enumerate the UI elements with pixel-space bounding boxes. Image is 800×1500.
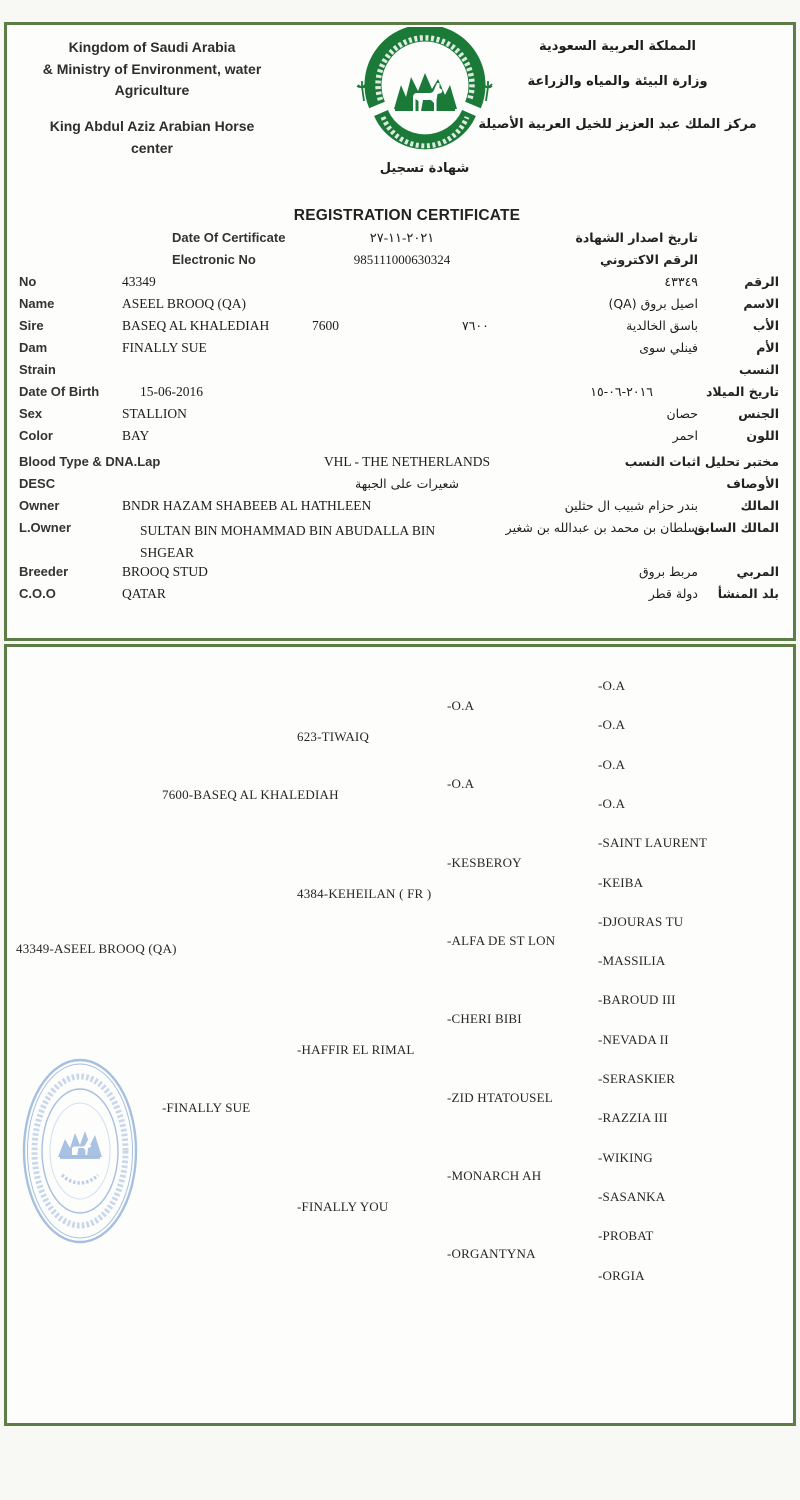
detail-row-color bbox=[7, 428, 793, 450]
pedigree-node-gen4-5: -CHERI BIBI bbox=[447, 1011, 522, 1027]
pedigree-node-gen5-13: -WIKING bbox=[598, 1149, 653, 1165]
value-ar-c-o-o: دولة قطر bbox=[648, 586, 698, 601]
pedigree-node-gen5-12: -RAZZIA III bbox=[598, 1110, 668, 1126]
label-ar-electronic-no: الرقم الاكتروني bbox=[600, 252, 698, 267]
pedigree-node-gen5-15: -PROBAT bbox=[598, 1228, 654, 1244]
certificate-header bbox=[7, 25, 793, 230]
value-en-c-o-o: QATAR bbox=[122, 586, 166, 601]
label-ar-name: الاسم bbox=[743, 296, 779, 311]
value-center-date-of-certificate: ٢٠٢١-١١-٢٧ bbox=[369, 230, 435, 245]
pedigree-node-gen5-3: -O.A bbox=[598, 756, 626, 772]
value-ar-sex: حصان bbox=[666, 406, 698, 421]
value-ar-sire: باسق الخالدية bbox=[626, 318, 698, 333]
value-en-name: ASEEL BROOQ (QA) bbox=[122, 296, 246, 311]
label-ar-no: الرقم bbox=[744, 274, 779, 289]
label-ar-blood-type-dna-lap: مختبر تحليل اثبات النسب bbox=[624, 454, 779, 469]
detail-row-sire bbox=[7, 318, 793, 340]
pedigree-node-gen5-14: -SASANKA bbox=[598, 1188, 666, 1204]
pedigree-node-gen4-7: -MONARCH AH bbox=[447, 1167, 542, 1183]
label-ar-owner: المالك bbox=[740, 498, 779, 513]
pedigree-node-gen5-8: -MASSILIA bbox=[598, 953, 666, 969]
pedigree-node-gen5-10: -NEVADA II bbox=[598, 1031, 669, 1047]
label-ar-l-owner: المالك السابق bbox=[693, 520, 779, 535]
value-en-color: BAY bbox=[122, 428, 150, 443]
detail-row-date-of-birth bbox=[7, 384, 793, 406]
label-en-date-of-certificate: Date Of Certificate bbox=[172, 230, 286, 245]
label-ar-sex: الجنس bbox=[738, 406, 779, 421]
value-ar-l-owner: سلطان بن محمد بن عبدالله بن شغير bbox=[505, 520, 698, 535]
horse-center-line-ar: مركز الملك عبد العزيز للخيل العربية الأصيلة bbox=[478, 117, 757, 132]
ministry-title-arabic bbox=[460, 39, 775, 132]
registration-stamp-seal bbox=[20, 1055, 140, 1247]
value-ar-no: ٤٣٣٤٩ bbox=[664, 274, 698, 289]
label-ar-c-o-o: بلد المنشأ bbox=[717, 586, 779, 601]
value-ar-extra-sire: ٧٦٠٠ bbox=[462, 318, 489, 333]
value-en-sire: BASEQ AL KHALEDIAH bbox=[122, 318, 270, 333]
label-ar-date-of-birth: تاريخ الميلاد bbox=[705, 384, 779, 399]
pedigree-node-gen5-6: -KEIBA bbox=[598, 874, 644, 890]
detail-row-desc bbox=[7, 476, 793, 498]
palm-grove-shape bbox=[394, 73, 457, 109]
label-ar-color: اللون bbox=[746, 428, 779, 443]
value-ar-owner: بندر حزام شبيب ال حثلين bbox=[564, 498, 698, 513]
label-en-c-o-o: C.O.O bbox=[19, 586, 56, 601]
kingdom-line: Kingdom of Saudi Arabia bbox=[68, 39, 236, 55]
detail-row-breeder bbox=[7, 564, 793, 586]
label-en-no: No bbox=[19, 274, 37, 289]
pedigree-node-gen4-1: -O.A bbox=[447, 698, 475, 713]
pedigree-node-gen1-1: 43349-ASEEL BROOQ (QA) bbox=[16, 941, 177, 956]
pedigree-node-gen4-6: -ZID HTATOUSEL bbox=[447, 1089, 553, 1105]
detail-row-no bbox=[7, 274, 793, 296]
detail-row-owner bbox=[7, 498, 793, 520]
detail-row-date-of-certificate bbox=[7, 230, 793, 252]
label-ar-sire: الأب bbox=[752, 318, 779, 333]
label-en-name: Name bbox=[19, 296, 55, 311]
value-en-breeder: BROOQ STUD bbox=[122, 564, 208, 579]
label-en-blood-type-dna-lap: Blood Type & DNA.Lap bbox=[19, 454, 161, 469]
value-center-blood-type-dna-lap: VHL - THE NETHERLANDS bbox=[323, 454, 491, 469]
certificate-details bbox=[7, 230, 793, 608]
label-ar-strain: النسب bbox=[738, 362, 779, 377]
pedigree-node-gen5-16: -ORGIA bbox=[598, 1267, 645, 1283]
label-en-dam: Dam bbox=[19, 340, 48, 355]
label-en-desc: DESC bbox=[19, 476, 56, 491]
detail-row-sex bbox=[7, 406, 793, 428]
horse-center-line: King Abdul Aziz Arabian Horse center bbox=[49, 118, 255, 156]
value-center-desc: شعيرات على الجبهة bbox=[355, 476, 459, 491]
value-en-owner: BNDR HAZAM SHABEEB AL HATHLEEN bbox=[122, 498, 372, 513]
ministry-title-english bbox=[27, 37, 277, 159]
certificate-box bbox=[4, 22, 796, 641]
certificate-title: REGISTRATION CERTIFICATE bbox=[293, 207, 521, 224]
label-en-electronic-no: Electronic No bbox=[172, 252, 256, 267]
pedigree-node-gen2-2: -FINALLY SUE bbox=[162, 1100, 251, 1115]
pedigree-node-gen4-8: -ORGANTYNA bbox=[447, 1246, 536, 1262]
value-en-date-of-birth: 15-06-2016 bbox=[140, 384, 203, 399]
label-ar-date-of-certificate: تاريخ اصدار الشهادة bbox=[575, 230, 698, 245]
pedigree-node-gen3-2: 4384-KEHEILAN ( FR ) bbox=[297, 885, 432, 901]
value-ar-dam: فينلي سوى bbox=[639, 340, 698, 355]
agriculture-line: Agriculture bbox=[114, 82, 190, 99]
detail-row-blood-type-dna-lap bbox=[7, 454, 793, 476]
label-en-sire: Sire bbox=[19, 318, 44, 333]
pedigree-node-gen5-1: -O.A bbox=[598, 678, 626, 693]
pedigree-node-gen5-7: -DJOURAS TU bbox=[598, 913, 684, 929]
pedigree-node-gen3-1: 623-TIWAIQ bbox=[297, 729, 370, 744]
pedigree-node-gen5-4: -O.A bbox=[598, 795, 626, 811]
value-en-no: 43349 bbox=[122, 274, 156, 289]
pedigree-box bbox=[4, 644, 796, 1426]
label-en-strain: Strain bbox=[19, 362, 56, 377]
value-en-extra-sire: 7600 bbox=[312, 318, 339, 333]
label-en-color: Color bbox=[19, 428, 53, 443]
pedigree-node-gen5-5: -SAINT LAURENT bbox=[598, 835, 708, 851]
pedigree-node-gen3-3: -HAFFIR EL RIMAL bbox=[297, 1042, 415, 1057]
value-center-electronic-no: 985111000630324 bbox=[353, 252, 451, 267]
detail-row-l-owner bbox=[7, 520, 793, 564]
label-en-l-owner: L.Owner bbox=[19, 520, 72, 535]
detail-row-name bbox=[7, 296, 793, 318]
detail-row-c-o-o bbox=[7, 586, 793, 608]
ministry-line: & Ministry of Environment, water bbox=[42, 60, 262, 77]
label-en-owner: Owner bbox=[19, 498, 60, 513]
ministry-line-ar: وزارة البيئة والمياه والزراعة bbox=[527, 74, 708, 89]
pedigree-node-gen2-1: 7600-BASEQ AL KHALEDIAH bbox=[162, 787, 339, 802]
value-ar-name: اصيل بروق (QA) bbox=[608, 296, 698, 311]
pedigree-node-gen4-4: -ALFA DE ST LON bbox=[447, 932, 556, 948]
value-en-dam: FINALLY SUE bbox=[122, 340, 207, 355]
label-ar-dam: الأم bbox=[756, 340, 779, 355]
stamp-palm-grove-shape bbox=[58, 1131, 102, 1157]
label-ar-desc: الأوصاف bbox=[726, 476, 779, 491]
pedigree-node-gen3-4: -FINALLY YOU bbox=[297, 1198, 389, 1214]
kingdom-line-ar: المملكة العربية السعودية bbox=[539, 39, 696, 54]
logo-caption-arabic: شهادة تسجيل bbox=[379, 161, 470, 176]
pedigree-node-gen5-2: -O.A bbox=[598, 717, 626, 733]
pedigree-node-gen5-11: -SERASKIER bbox=[598, 1071, 676, 1086]
detail-row-dam bbox=[7, 340, 793, 362]
value-ar-color: احمر bbox=[672, 428, 698, 443]
detail-row-strain bbox=[7, 362, 793, 384]
value-ar-date-of-birth: ٢٠١٦-٠٦-١٥ bbox=[590, 384, 653, 399]
label-ar-breeder: المربي bbox=[736, 564, 779, 579]
pedigree-node-gen5-9: -BAROUD III bbox=[598, 992, 676, 1008]
detail-row-electronic-no bbox=[7, 252, 793, 274]
label-en-sex: Sex bbox=[19, 406, 43, 421]
value-en-l-owner: SULTAN BIN MOHAMMAD BIN ABUDALLA BIN SHGEAR bbox=[140, 523, 436, 560]
label-en-breeder: Breeder bbox=[19, 564, 69, 579]
label-en-date-of-birth: Date Of Birth bbox=[19, 384, 100, 399]
pedigree-node-gen4-2: -O.A bbox=[447, 776, 475, 792]
pedigree-node-gen4-3: -KESBEROY bbox=[447, 854, 522, 870]
value-en-sex: STALLION bbox=[122, 406, 187, 421]
value-ar-breeder: مربط بروق bbox=[638, 564, 698, 579]
